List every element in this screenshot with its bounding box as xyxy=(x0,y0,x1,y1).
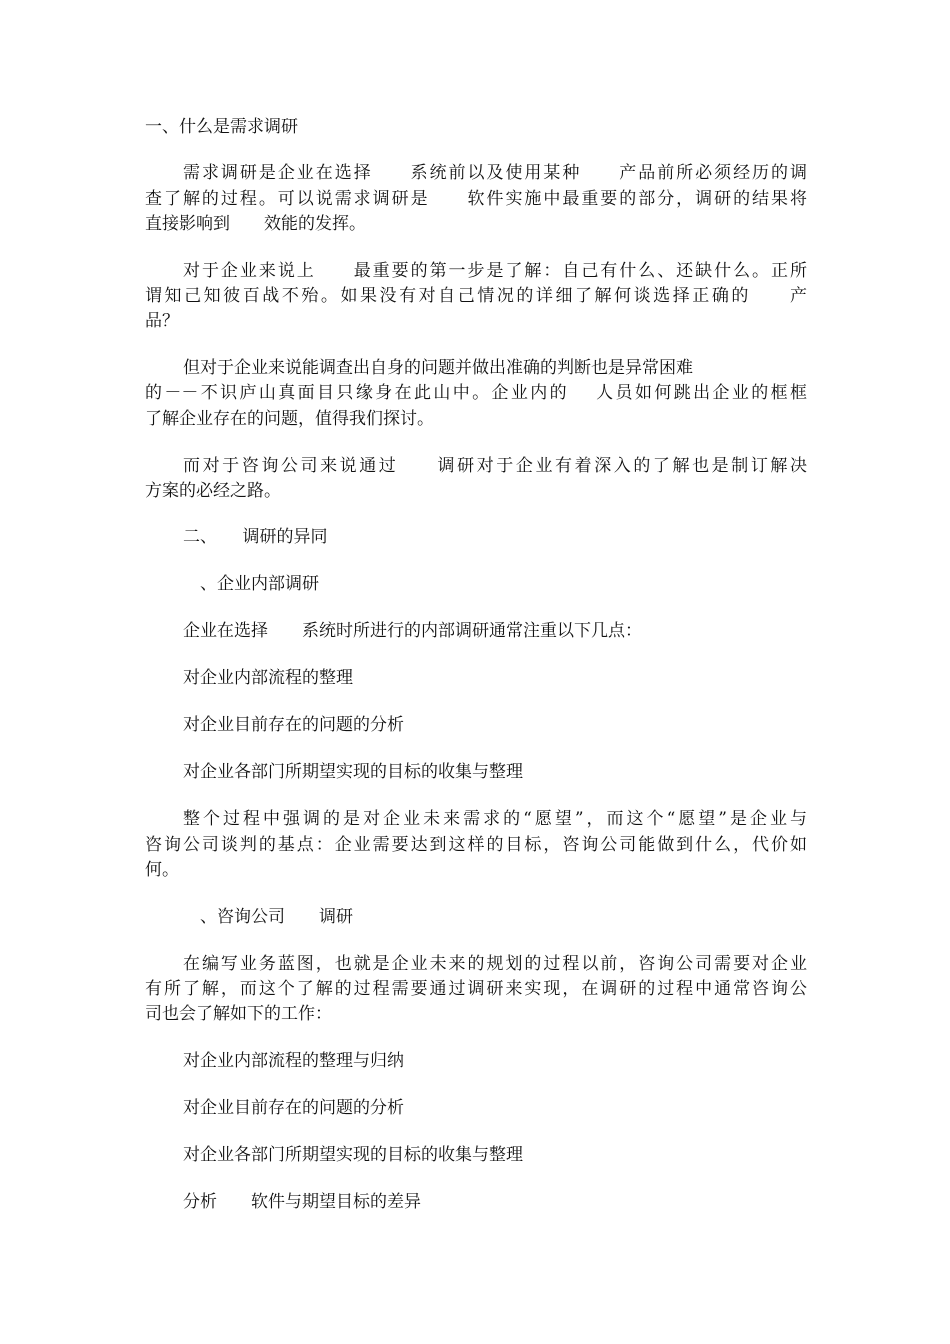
subsection-heading-1: 、企业内部调研 xyxy=(183,574,319,594)
list-1-item-3: 对企业各部门所期望实现的目标的收集与整理 xyxy=(183,762,523,782)
subsection-heading-2: 、咨询公司 调研 xyxy=(183,907,353,927)
list-2-item-4: 分析 软件与期望目标的差异 xyxy=(183,1192,421,1212)
list-1-item-2: 对企业目前存在的问题的分析 xyxy=(183,715,404,735)
paragraph-6-line-1: 在编写业务蓝图，也就是企业未来的规划的过程以前，咨询公司需要对企业 xyxy=(183,954,807,974)
paragraph-3-line-1: 但对于企业来说能调查出自身的问题并做出准确的判断也是异常困难 xyxy=(183,358,693,378)
paragraph-4-line-1: 而对于咨询公司来说通过 调研对于企业有着深入的了解也是制订解决 xyxy=(183,456,807,476)
section-heading-1: 一、什么是需求调研 xyxy=(145,117,298,137)
paragraph-5-line-1: 整个过程中强调的是对企业未来需求的“愿望”，而这个“愿望”是企业与 xyxy=(183,809,807,829)
list-2-item-2: 对企业目前存在的问题的分析 xyxy=(183,1098,404,1118)
paragraph-2-line-3: 品？ xyxy=(145,311,179,331)
paragraph-2-line-2: 谓知己知彼百战不殆。如果没有对自己情况的详细了解何谈选择正确的 产 xyxy=(145,286,807,306)
paragraph-4-line-2: 方案的必经之路。 xyxy=(145,481,281,501)
list-2-item-3: 对企业各部门所期望实现的目标的收集与整理 xyxy=(183,1145,523,1165)
paragraph-2-line-1: 对于企业来说上 最重要的第一步是了解：自己有什么、还缺什么。正所 xyxy=(183,261,807,281)
paragraph-1-line-2: 查了解的过程。可以说需求调研是 软件实施中最重要的部分，调研的结果将 xyxy=(145,189,807,209)
list-1-item-1: 对企业内部流程的整理 xyxy=(183,668,353,688)
list-2-item-1: 对企业内部流程的整理与归纳 xyxy=(183,1051,404,1071)
paragraph-6-line-3: 司也会了解如下的工作： xyxy=(145,1004,332,1024)
paragraph-5-line-3: 何。 xyxy=(145,860,179,880)
paragraph-3-line-2: 的－－不识庐山真面目只缘身在此山中。企业内的 人员如何跳出企业的框框 xyxy=(145,383,807,403)
paragraph-6-line-2: 有所了解，而这个了解的过程需要通过调研来实现，在调研的过程中通常咨询公 xyxy=(145,979,807,999)
paragraph-5-line-2: 咨询公司谈判的基点：企业需要达到这样的目标，咨询公司能做到什么，代价如 xyxy=(145,835,807,855)
subsection-1-intro: 企业在选择 系统时所进行的内部调研通常注重以下几点： xyxy=(183,621,642,641)
section-heading-2: 二、 调研的异同 xyxy=(183,527,328,547)
paragraph-1-line-1: 需求调研是企业在选择 系统前以及使用某种 产品前所必须经历的调 xyxy=(183,163,807,183)
paragraph-3-line-3: 了解企业存在的问题，值得我们探讨。 xyxy=(145,409,434,429)
paragraph-1-line-3: 直接影响到 效能的发挥。 xyxy=(145,214,366,234)
